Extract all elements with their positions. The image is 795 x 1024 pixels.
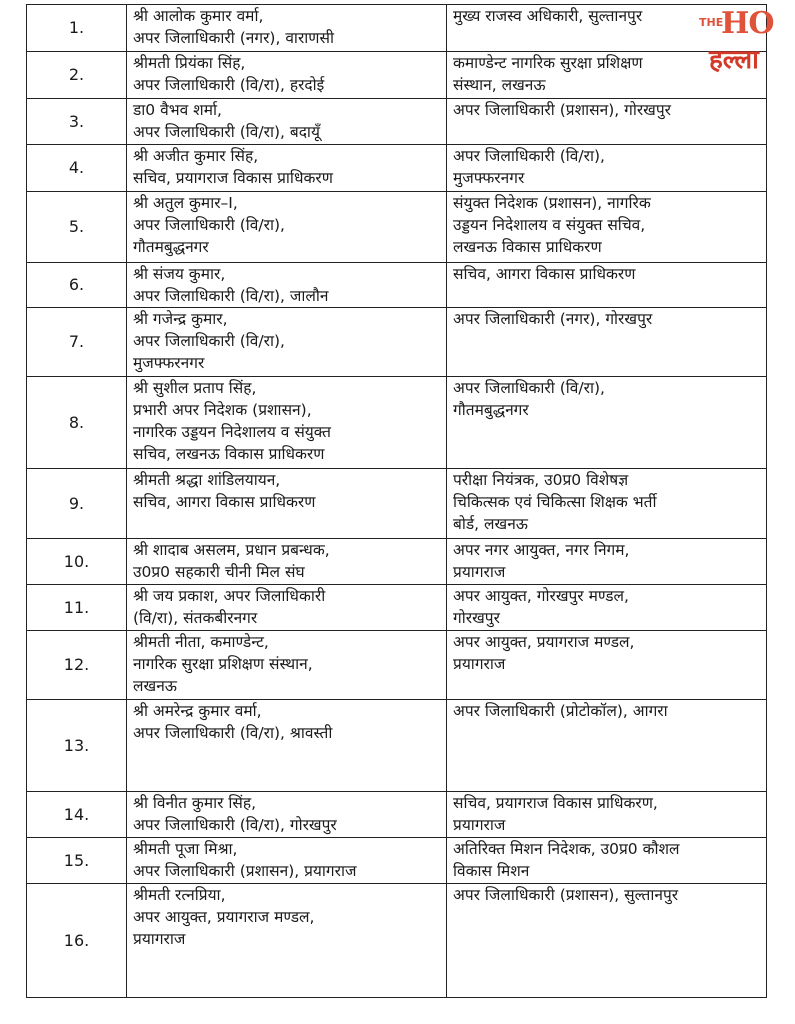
new-posting-cell: मुख्य राजस्व अधिकारी, सुल्तानपुर bbox=[447, 5, 767, 52]
table-row bbox=[27, 838, 767, 884]
officer-name-cell: श्रीमती प्रियंका सिंह, अपर जिलाधिकारी (वि/रा), हरदोई bbox=[127, 52, 447, 99]
transfer-table bbox=[26, 4, 767, 998]
logo-word-the: THE bbox=[699, 16, 724, 29]
table-row bbox=[27, 377, 767, 469]
officer-name-cell: श्रीमती श्रद्धा शांडिलयायन, सचिव, आगरा विकास प्राधिकरण bbox=[127, 469, 447, 539]
transfer-list-document bbox=[26, 4, 766, 998]
row-number-cell: 11. bbox=[27, 585, 127, 631]
table-row bbox=[27, 99, 767, 145]
table-row bbox=[27, 539, 767, 585]
officer-name-cell: श्री अमरेन्द्र कुमार वर्मा, अपर जिलाधिकारी (वि/रा), श्रावस्ती bbox=[127, 700, 447, 792]
row-number-cell: 6. bbox=[27, 263, 127, 308]
logo-word-halla: हल्ला bbox=[709, 45, 759, 75]
row-number-cell: 2. bbox=[27, 52, 127, 99]
table-row bbox=[27, 884, 767, 998]
new-posting-cell: अपर जिलाधिकारी (नगर), गोरखपुर bbox=[447, 308, 767, 377]
table-row bbox=[27, 52, 767, 99]
officer-name-cell: श्री अतुल कुमार–I, अपर जिलाधिकारी (वि/रा), गौतमबुद्धनगर bbox=[127, 192, 447, 263]
row-number-cell: 8. bbox=[27, 377, 127, 469]
new-posting-cell: सचिव, प्रयागराज विकास प्राधिकरण, प्रयागराज bbox=[447, 792, 767, 838]
row-number-cell: 7. bbox=[27, 308, 127, 377]
new-posting-cell: कमाण्डेन्ट नागरिक सुरक्षा प्रशिक्षण संस्थान, लखनऊ bbox=[447, 52, 767, 99]
new-posting-cell: अपर जिलाधिकारी (प्रशासन), गोरखपुर bbox=[447, 99, 767, 145]
new-posting-cell: संयुक्त निदेशक (प्रशासन), नागरिक उड्डयन निदेशालय व संयुक्त सचिव, लखनऊ विकास प्राधिकरण bbox=[447, 192, 767, 263]
table-row bbox=[27, 631, 767, 700]
officer-name-cell: श्रीमती नीता, कमाण्डेन्ट, नागरिक सुरक्षा प्रशिक्षण संस्थान, लखनऊ bbox=[127, 631, 447, 700]
row-number-cell: 4. bbox=[27, 145, 127, 192]
officer-name-cell: श्री आलोक कुमार वर्मा, अपर जिलाधिकारी (नगर), वाराणसी bbox=[127, 5, 447, 52]
officer-name-cell: डा0 वैभव शर्मा, अपर जिलाधिकारी (वि/रा), बदायूँ bbox=[127, 99, 447, 145]
the-ho-halla-logo bbox=[695, 6, 787, 78]
row-number-cell: 1. bbox=[27, 5, 127, 52]
officer-name-cell: श्री गजेन्द्र कुमार, अपर जिलाधिकारी (वि/रा), मुजफ्फरनगर bbox=[127, 308, 447, 377]
table-row bbox=[27, 308, 767, 377]
officer-name-cell: श्री संजय कुमार, अपर जिलाधिकारी (वि/रा), जालौन bbox=[127, 263, 447, 308]
new-posting-cell: अपर जिलाधिकारी (प्रोटोकॉल), आगरा bbox=[447, 700, 767, 792]
officer-name-cell: श्री सुशील प्रताप सिंह, प्रभारी अपर निदेशक (प्रशासन), नागरिक उड्डयन निदेशालय व संयुक्त सचिव, लखनऊ विकास प्राधिकरण bbox=[127, 377, 447, 469]
row-number-cell: 12. bbox=[27, 631, 127, 700]
row-number-cell: 16. bbox=[27, 884, 127, 998]
new-posting-cell: सचिव, आगरा विकास प्राधिकरण bbox=[447, 263, 767, 308]
officer-name-cell: श्रीमती पूजा मिश्रा, अपर जिलाधिकारी (प्रशासन), प्रयागराज bbox=[127, 838, 447, 884]
table-row bbox=[27, 263, 767, 308]
row-number-cell: 13. bbox=[27, 700, 127, 792]
officer-name-cell: श्री विनीत कुमार सिंह, अपर जिलाधिकारी (वि/रा), गोरखपुर bbox=[127, 792, 447, 838]
row-number-cell: 10. bbox=[27, 539, 127, 585]
row-number-cell: 3. bbox=[27, 99, 127, 145]
new-posting-cell: अतिरिक्त मिशन निदेशक, उ0प्र0 कौशल विकास मिशन bbox=[447, 838, 767, 884]
table-row bbox=[27, 192, 767, 263]
new-posting-cell: अपर जिलाधिकारी (प्रशासन), सुल्तानपुर bbox=[447, 884, 767, 998]
row-number-cell: 9. bbox=[27, 469, 127, 539]
table-row bbox=[27, 469, 767, 539]
officer-name-cell: श्री जय प्रकाश, अपर जिलाधिकारी (वि/रा), संतकबीरनगर bbox=[127, 585, 447, 631]
new-posting-cell: अपर आयुक्त, प्रयागराज मण्डल, प्रयागराज bbox=[447, 631, 767, 700]
logo-word-ho: HO bbox=[721, 6, 774, 41]
table-row bbox=[27, 585, 767, 631]
officer-name-cell: श्रीमती रत्नप्रिया, अपर आयुक्त, प्रयागराज मण्डल, प्रयागराज bbox=[127, 884, 447, 998]
officer-name-cell: श्री शादाब असलम, प्रधान प्रबन्धक, उ0प्र0 सहकारी चीनी मिल संघ bbox=[127, 539, 447, 585]
new-posting-cell: अपर जिलाधिकारी (वि/रा), मुजफ्फरनगर bbox=[447, 145, 767, 192]
table-row bbox=[27, 5, 767, 52]
transfer-table-body bbox=[27, 5, 767, 998]
new-posting-cell: परीक्षा नियंत्रक, उ0प्र0 विशेषज्ञ चिकित्सक एवं चिकित्सा शिक्षक भर्ती बोर्ड, लखनऊ bbox=[447, 469, 767, 539]
officer-name-cell: श्री अजीत कुमार सिंह, सचिव, प्रयागराज विकास प्राधिकरण bbox=[127, 145, 447, 192]
row-number-cell: 15. bbox=[27, 838, 127, 884]
new-posting-cell: अपर नगर आयुक्त, नगर निगम, प्रयागराज bbox=[447, 539, 767, 585]
new-posting-cell: अपर आयुक्त, गोरखपुर मण्डल, गोरखपुर bbox=[447, 585, 767, 631]
table-row bbox=[27, 145, 767, 192]
table-row bbox=[27, 700, 767, 792]
row-number-cell: 14. bbox=[27, 792, 127, 838]
table-row bbox=[27, 792, 767, 838]
row-number-cell: 5. bbox=[27, 192, 127, 263]
new-posting-cell: अपर जिलाधिकारी (वि/रा), गौतमबुद्धनगर bbox=[447, 377, 767, 469]
